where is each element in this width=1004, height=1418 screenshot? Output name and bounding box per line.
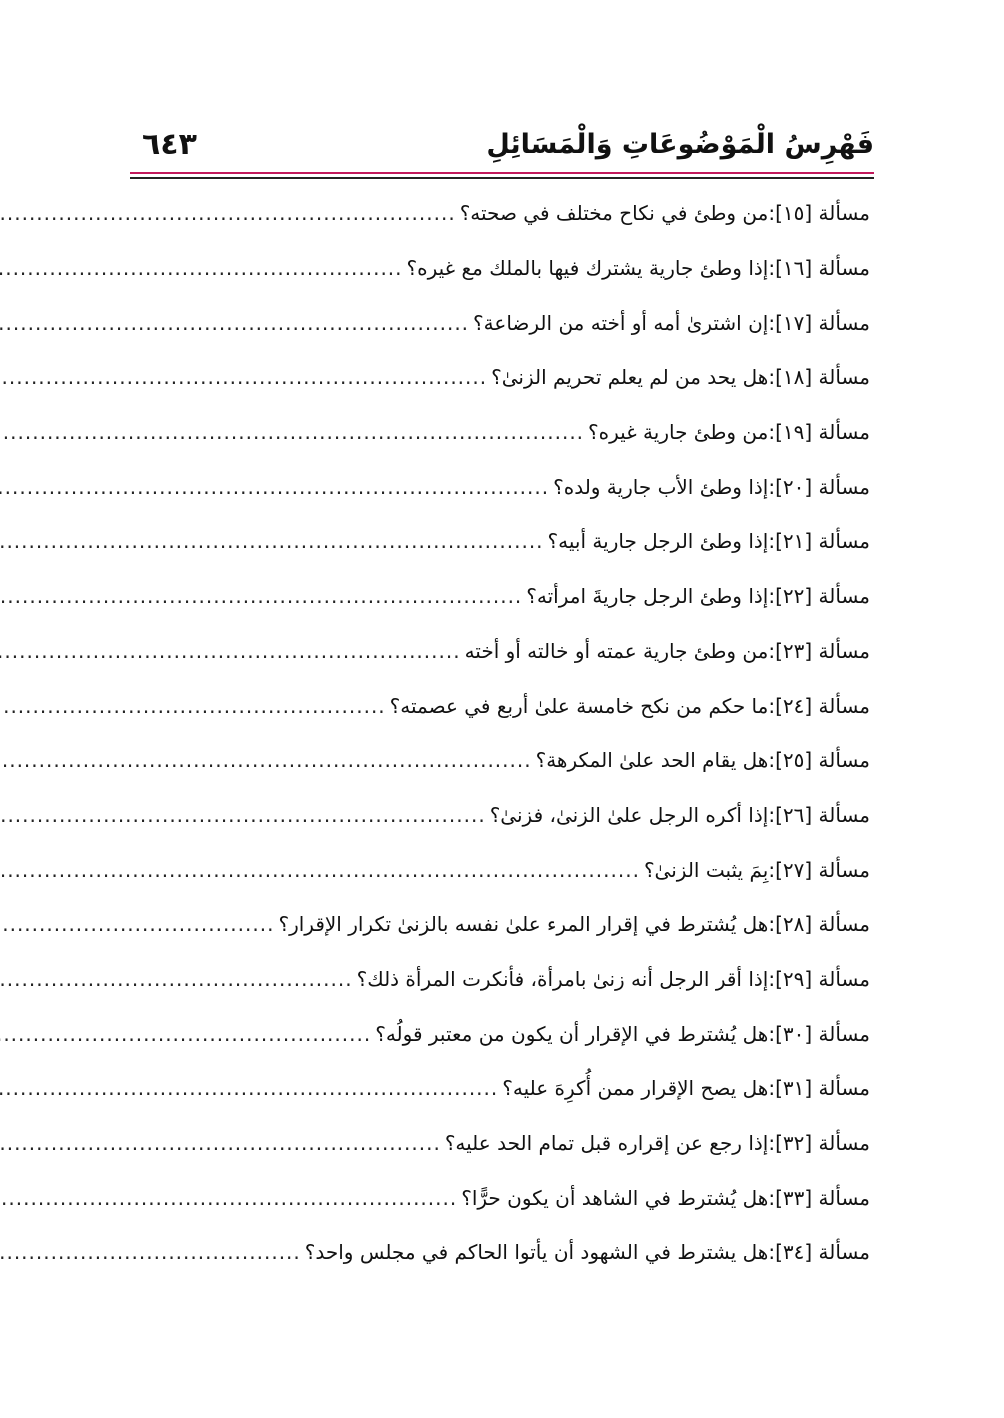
- dot-leader: [0, 639, 461, 663]
- dot-leader: [0, 1076, 498, 1100]
- dot-leader: [0, 748, 532, 772]
- entry-title: هل يُشترط في الإقرار أن يكون من معتبر قولُه؟: [375, 1021, 769, 1046]
- entry-number: مسألة [١٧]:: [768, 310, 870, 335]
- entry-number: مسألة [٢١]:: [768, 529, 870, 554]
- header-rule-accent: [130, 172, 874, 174]
- header-rule: [130, 177, 874, 179]
- toc-entry: [138, 241, 870, 296]
- entry-title: إذا وطئ الرجل جاريةَ امرأته؟: [526, 584, 769, 609]
- running-header: [130, 118, 874, 170]
- toc-entry: [138, 1006, 870, 1061]
- toc-entry: [138, 952, 870, 1007]
- entry-title: من وطئ في نكاح مختلف في صحته؟: [459, 201, 769, 226]
- entry-number: مسألة [٢٨]:: [768, 912, 870, 937]
- dot-leader: [0, 858, 640, 882]
- dot-leader: [0, 311, 469, 335]
- dot-leader: [0, 1186, 457, 1210]
- entry-number: مسألة [٢٧]:: [768, 857, 870, 882]
- toc-entry: [138, 514, 870, 569]
- dot-leader: [0, 365, 487, 389]
- toc-entry: [138, 897, 870, 952]
- toc-entry: [138, 788, 870, 843]
- toc-entry: [138, 569, 870, 624]
- entry-title: إذا وطئ الرجل جارية أبيه؟: [547, 529, 769, 554]
- toc-entry: [138, 186, 870, 241]
- entry-number: مسألة [٢٤]:: [768, 693, 870, 718]
- entry-number: مسألة [١٦]:: [768, 256, 870, 281]
- entry-number: مسألة [٣١]:: [768, 1076, 870, 1101]
- dot-leader: [0, 475, 549, 499]
- toc-entry: [138, 1116, 870, 1171]
- dot-leader: [0, 1022, 371, 1046]
- dot-leader: [0, 1240, 301, 1264]
- toc-entry: [138, 1225, 870, 1280]
- toc-entry: [138, 624, 870, 679]
- entry-number: مسألة [٢٣]:: [768, 638, 870, 663]
- entry-number: مسألة [١٥]:: [768, 201, 870, 226]
- entry-title: إن اشترىٰ أمه أو أخته من الرضاعة؟: [473, 310, 769, 335]
- entry-title: إذا وطئ جارية يشترك فيها بالملك مع غيره؟: [406, 256, 769, 281]
- toc-entry: [138, 1061, 870, 1116]
- entry-title: هل يصح الإقرار ممن أُكرِهَ عليه؟: [502, 1076, 769, 1101]
- toc-entry: [138, 295, 870, 350]
- table-of-contents: [138, 186, 870, 1280]
- dot-leader: [0, 1131, 441, 1155]
- entry-title: هل يُشترط في إقرار المرء علىٰ نفسه بالزنىٰ تكرار الإقرار؟: [278, 912, 769, 937]
- running-title: فَهْرِسُ الْمَوْضُوعَاتِ وَالْمَسَائِلِ: [486, 128, 874, 160]
- entry-title: هل يحد من لم يعلم تحريم الزنىٰ؟: [491, 365, 769, 390]
- entry-number: مسألة [٢٦]:: [768, 802, 870, 827]
- entry-number: مسألة [٢٥]:: [768, 748, 870, 773]
- entry-title: إذا رجع عن إقراره قبل تمام الحد عليه؟: [444, 1131, 769, 1156]
- entry-number: مسألة [٢٠]:: [768, 474, 870, 499]
- entry-title: هل يشترط في الشهود أن يأتوا الحاكم في مجلس واحد؟: [304, 1240, 769, 1265]
- toc-entry: [138, 405, 870, 460]
- entry-title: هل يقام الحد علىٰ المكرهة؟: [535, 748, 769, 773]
- toc-entry: [138, 1170, 870, 1225]
- entry-title: من وطئ جارية غيره؟: [588, 420, 769, 445]
- toc-entry: [138, 842, 870, 897]
- entry-title: ما حكم من نكح خامسة علىٰ أربع في عصمته؟: [389, 693, 769, 718]
- entry-title: إذا وطئ الأب جارية ولده؟: [553, 474, 769, 499]
- dot-leader: [0, 694, 386, 718]
- toc-entry: [138, 350, 870, 405]
- toc-entry: [138, 459, 870, 514]
- entry-title: من وطئ جارية عمته أو خالته أو أخته: [464, 638, 769, 663]
- entry-number: مسألة [٢٢]:: [768, 584, 870, 609]
- page-number: ٦٤٣: [142, 126, 197, 162]
- toc-entry: [138, 678, 870, 733]
- dot-leader: [0, 967, 353, 991]
- dot-leader: [0, 584, 522, 608]
- dot-leader: [0, 529, 544, 553]
- entry-title: إذا أكره الرجل علىٰ الزنىٰ، فزنىٰ؟: [489, 802, 769, 827]
- entry-number: مسألة [٣٤]:: [768, 1240, 870, 1265]
- dot-leader: [0, 420, 584, 444]
- entry-number: مسألة [٣٢]:: [768, 1131, 870, 1156]
- entry-title: إذا أقر الرجل أنه زنىٰ بامرأة، فأنكرت المرأة ذلك؟: [356, 966, 769, 991]
- entry-number: مسألة [٣٠]:: [768, 1021, 870, 1046]
- entry-number: مسألة [٢٩]:: [768, 966, 870, 991]
- entry-number: مسألة [٣٣]:: [768, 1185, 870, 1210]
- entry-number: مسألة [١٨]:: [768, 365, 870, 390]
- toc-entry: [138, 733, 870, 788]
- dot-leader: [0, 256, 403, 280]
- entry-title: هل يُشترط في الشاهد أن يكون حرًّا؟: [461, 1185, 769, 1210]
- dot-leader: [0, 201, 456, 225]
- entry-title: بِمَ يثبت الزنىٰ؟: [643, 857, 769, 882]
- entry-number: مسألة [١٩]:: [768, 420, 870, 445]
- dot-leader: [0, 912, 274, 936]
- dot-leader: [0, 803, 486, 827]
